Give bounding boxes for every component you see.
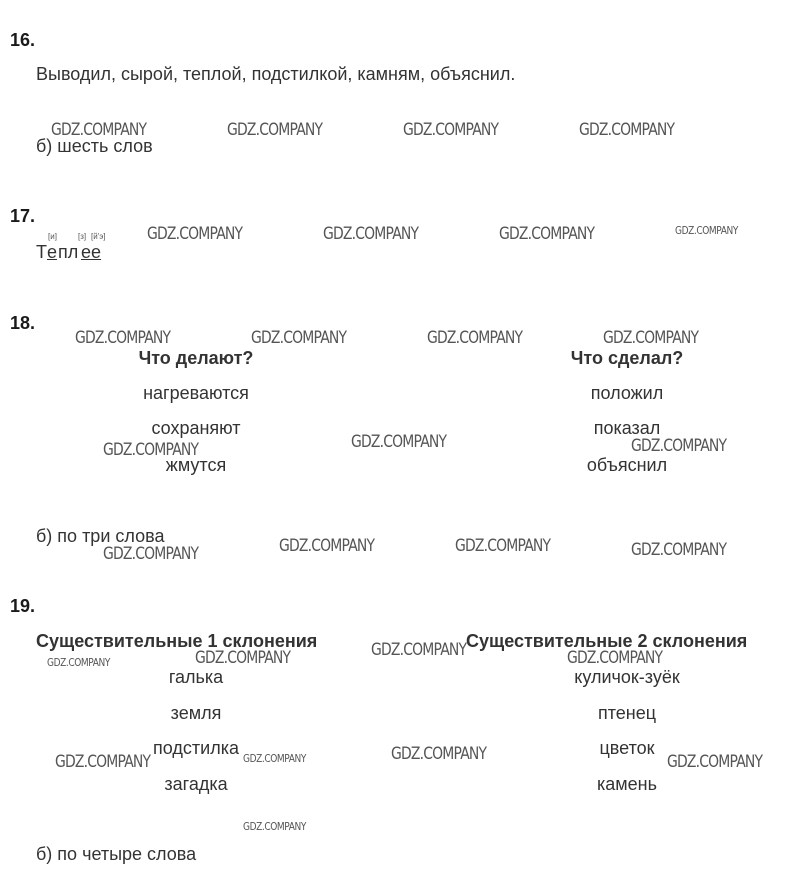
watermark: GDZ.COMPANY	[499, 224, 595, 244]
list-item: цветок	[599, 738, 655, 758]
list-item: загадка	[164, 774, 228, 794]
watermark: GDZ.COMPANY	[55, 752, 151, 772]
word-part-underlined: ее	[81, 242, 102, 262]
word-part-underlined: е	[47, 242, 58, 262]
task-18-note: б) по три слова	[36, 526, 165, 546]
watermark: GDZ.COMPANY	[603, 328, 699, 348]
watermark: GDZ.COMPANY	[147, 224, 243, 244]
watermark: GDZ.COMPANY	[323, 224, 419, 244]
task-16-number: 16.	[10, 30, 36, 50]
watermark: GDZ.COMPANY	[631, 436, 727, 456]
watermark: GDZ.COMPANY	[391, 744, 487, 764]
transcription-mark: [з]	[78, 232, 87, 241]
watermark: GDZ.COMPANY	[631, 540, 727, 560]
list-item: показал	[593, 418, 661, 438]
list-item: куличок-зуёк	[574, 667, 680, 687]
watermark: GDZ.COMPANY	[103, 440, 199, 460]
watermark: GDZ.COMPANY	[403, 120, 499, 140]
col-header-declension-2: Существительные 2 склонения	[466, 631, 748, 651]
list-item: подстилка	[153, 738, 239, 758]
watermark: GDZ.COMPANY	[75, 328, 171, 348]
word-part: Т	[36, 242, 47, 262]
task-19-note: б) по четыре слова	[36, 844, 197, 864]
watermark: GDZ.COMPANY	[103, 544, 199, 564]
col-header-declension-1: Существительные 1 склонения	[36, 631, 318, 651]
watermark: GDZ.COMPANY	[455, 536, 551, 556]
watermark: GDZ.COMPANY	[227, 120, 323, 140]
task-16-note: б) шесть слов	[36, 136, 153, 156]
list-item: земля	[170, 703, 222, 723]
watermark: GDZ.COMPANY	[243, 752, 306, 765]
watermark: GDZ.COMPANY	[195, 648, 291, 668]
word-part: пл	[58, 242, 79, 262]
col-header-what-do: Что делают?	[138, 348, 254, 368]
watermark: GDZ.COMPANY	[279, 536, 375, 556]
watermark: GDZ.COMPANY	[47, 656, 110, 669]
watermark: GDZ.COMPANY	[667, 752, 763, 772]
task-18-number: 18.	[10, 313, 36, 333]
watermark: GDZ.COMPANY	[351, 432, 447, 452]
list-item: жмутся	[165, 455, 227, 475]
watermark: GDZ.COMPANY	[567, 648, 663, 668]
list-item: птенец	[597, 703, 657, 723]
watermark: GDZ.COMPANY	[579, 120, 675, 140]
task-16-answer-line: Выводил, сырой, теплой, подстилкой, камням, объяснил.	[36, 64, 516, 84]
list-item: галька	[168, 667, 224, 687]
task-19-number: 19.	[10, 596, 36, 616]
watermark: GDZ.COMPANY	[371, 640, 467, 660]
watermark: GDZ.COMPANY	[427, 328, 523, 348]
watermark: GDZ.COMPANY	[51, 120, 147, 140]
col-header-what-did: Что сделал?	[570, 348, 684, 368]
list-item: камень	[597, 774, 657, 794]
list-item: положил	[590, 383, 664, 403]
watermark: GDZ.COMPANY	[675, 224, 738, 237]
watermark: GDZ.COMPANY	[243, 820, 306, 833]
list-item: сохраняют	[151, 418, 241, 438]
task-17-number: 17.	[10, 206, 36, 226]
transcription-mark: [й'э]	[91, 232, 106, 241]
list-item: объяснил	[586, 455, 668, 475]
list-item: нагреваются	[143, 383, 249, 403]
watermark: GDZ.COMPANY	[251, 328, 347, 348]
transcription-mark: [и]	[48, 232, 57, 241]
